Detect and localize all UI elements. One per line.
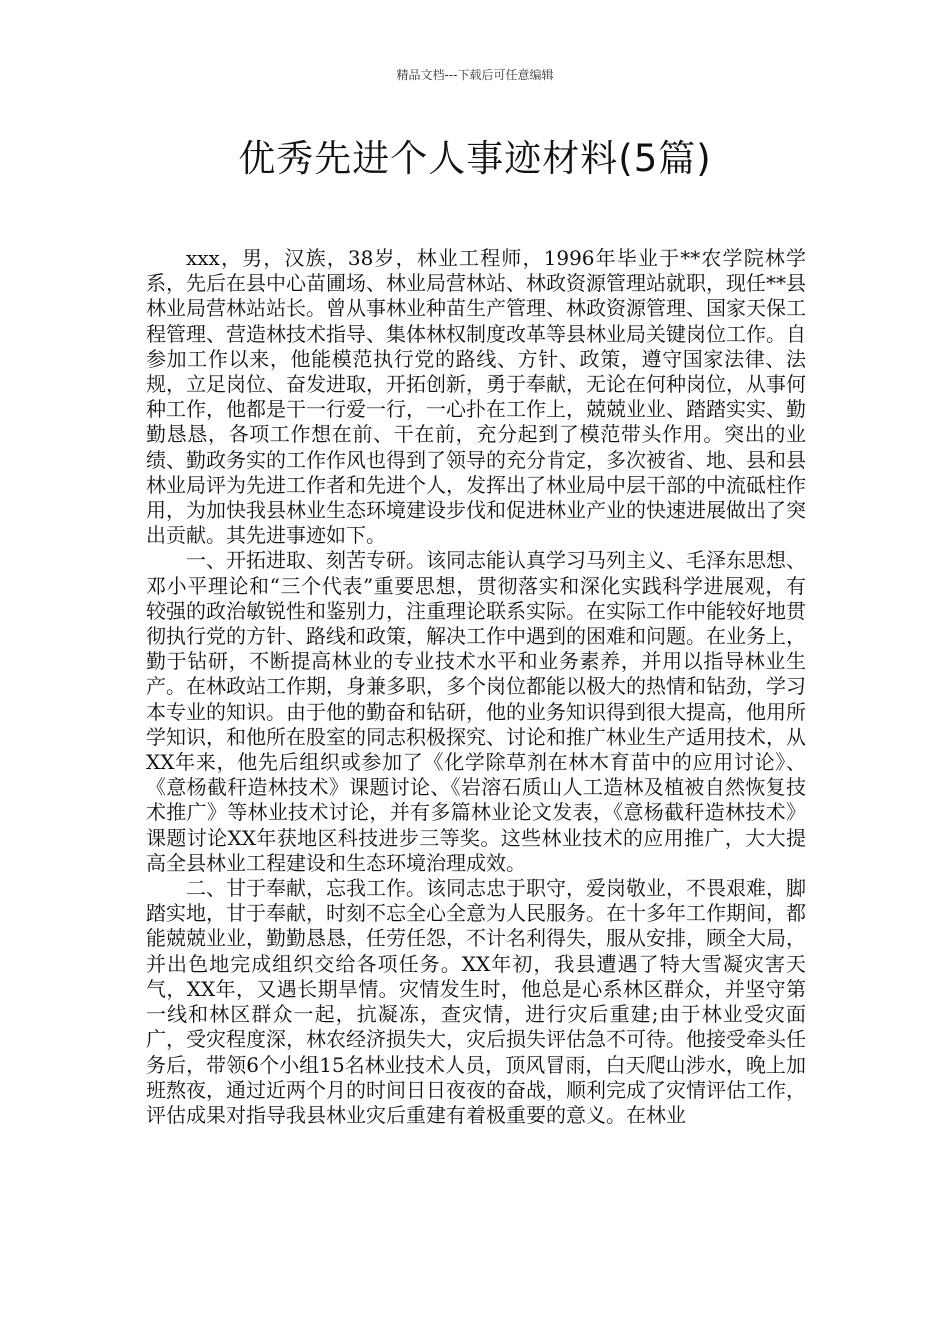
document-body bbox=[146, 246, 806, 1128]
document-title: 优秀先进个人事迹材料(5篇) bbox=[238, 137, 712, 180]
paragraph-section-1: 一、开拓进取、刻苦专研。该同志能认真学习马列主义、毛泽东思想、邓小平理论和“三个代表”重要思想，贯彻落实和深化实践科学进展观，有较强的政治敏锐性和鉴别力，注重理论联系实际。在实际工作中能较好地贯彻执行党的方针、路线和政策，解决工作中遇到的困难和问题。在业务上，勤于钻研，不断提高林业的专业技术水平和业务素养，并用以指导林业生产。在林政站工作期，身兼多职，多个岗位都能以极大的热情和钻劲，学习本专业的知识。由于他的勤奋和钻研，他的业务知识得到很大提高，他用所学知识，和他所在股室的同志积极探究、讨论和推广林业生产适用技术，从XX年来，他先后组织或参加了《化学除草剂在林木育苗中的应用讨论》、《意杨截秆造林技术》课题讨论、《岩溶石质山人工造林及植被自然恢复技术推广》等林业技术讨论，并有多篇林业论文发表，《意杨截秆造林技术》课题讨论XX年获地区科技进步三等奖。这些林业技术的应用推广，大大提高全县林业工程建设和生态环境治理成效。 bbox=[146, 548, 806, 875]
paragraph-intro: xxx，男，汉族，38岁，林业工程师，1996年毕业于**农学院林学系，先后在县中心苗圃场、林业局营林站、林政资源管理站就职，现任**县林业局营林站站长。曾从事林业种苗生产管理、林政资源管理、国家天保工程管理、营造林技术指导、集体林权制度改革等县林业局关键岗位工作。自参加工作以来，他能模范执行党的路线、方针、政策，遵守国家法律、法规，立足岗位、奋发进取，开拓创新，勇于奉献，无论在何种岗位，从事何种工作，他都是干一行爱一行，一心扑在工作上，兢兢业业、踏踏实实、勤勤恳恳，各项工作想在前、干在前，充分起到了模范带头作用。突出的业绩、勤政务实的工作作风也得到了领导的充分肯定，多次被省、地、县和县林业局评为先进工作者和先进个人，发挥出了林业局中层干部的中流砥柱作用，为加快我县林业生态环境建设步伐和促进林业产业的快速进展做出了突出贡献。其先进事迹如下。 bbox=[146, 246, 806, 548]
header-note: 精品文档---下载后可任意编辑 bbox=[396, 68, 554, 82]
paragraph-section-2: 二、甘于奉献，忘我工作。该同志忠于职守，爱岗敬业，不畏艰难，脚踏实地，甘于奉献，时刻不忘全心全意为人民服务。在十多年工作期间，都能兢兢业业，勤勤恳恳，任劳任怨，不计名利得失，服从安排，顾全大局，并出色地完成组织交给各项任务。XX年初，我县遭遇了特大雪凝灾害天气，XX年，又遇长期旱情。灾情发生时，他总是心系林区群众，并坚守第一线和林区群众一起，抗凝冻，查灾情，进行灾后重建;由于林业受灾面广，受灾程度深，林农经济损失大，灾后损失评估急不可待。他接受牵头任务后，带领6个小组15名林业技术人员，顶风冒雨，白天爬山涉水，晚上加班熬夜，通过近两个月的时间日日夜夜的奋战，顺利完成了灾情评估工作，评估成果对指导我县林业灾后重建有着极重要的意义。在林业 bbox=[146, 876, 806, 1127]
